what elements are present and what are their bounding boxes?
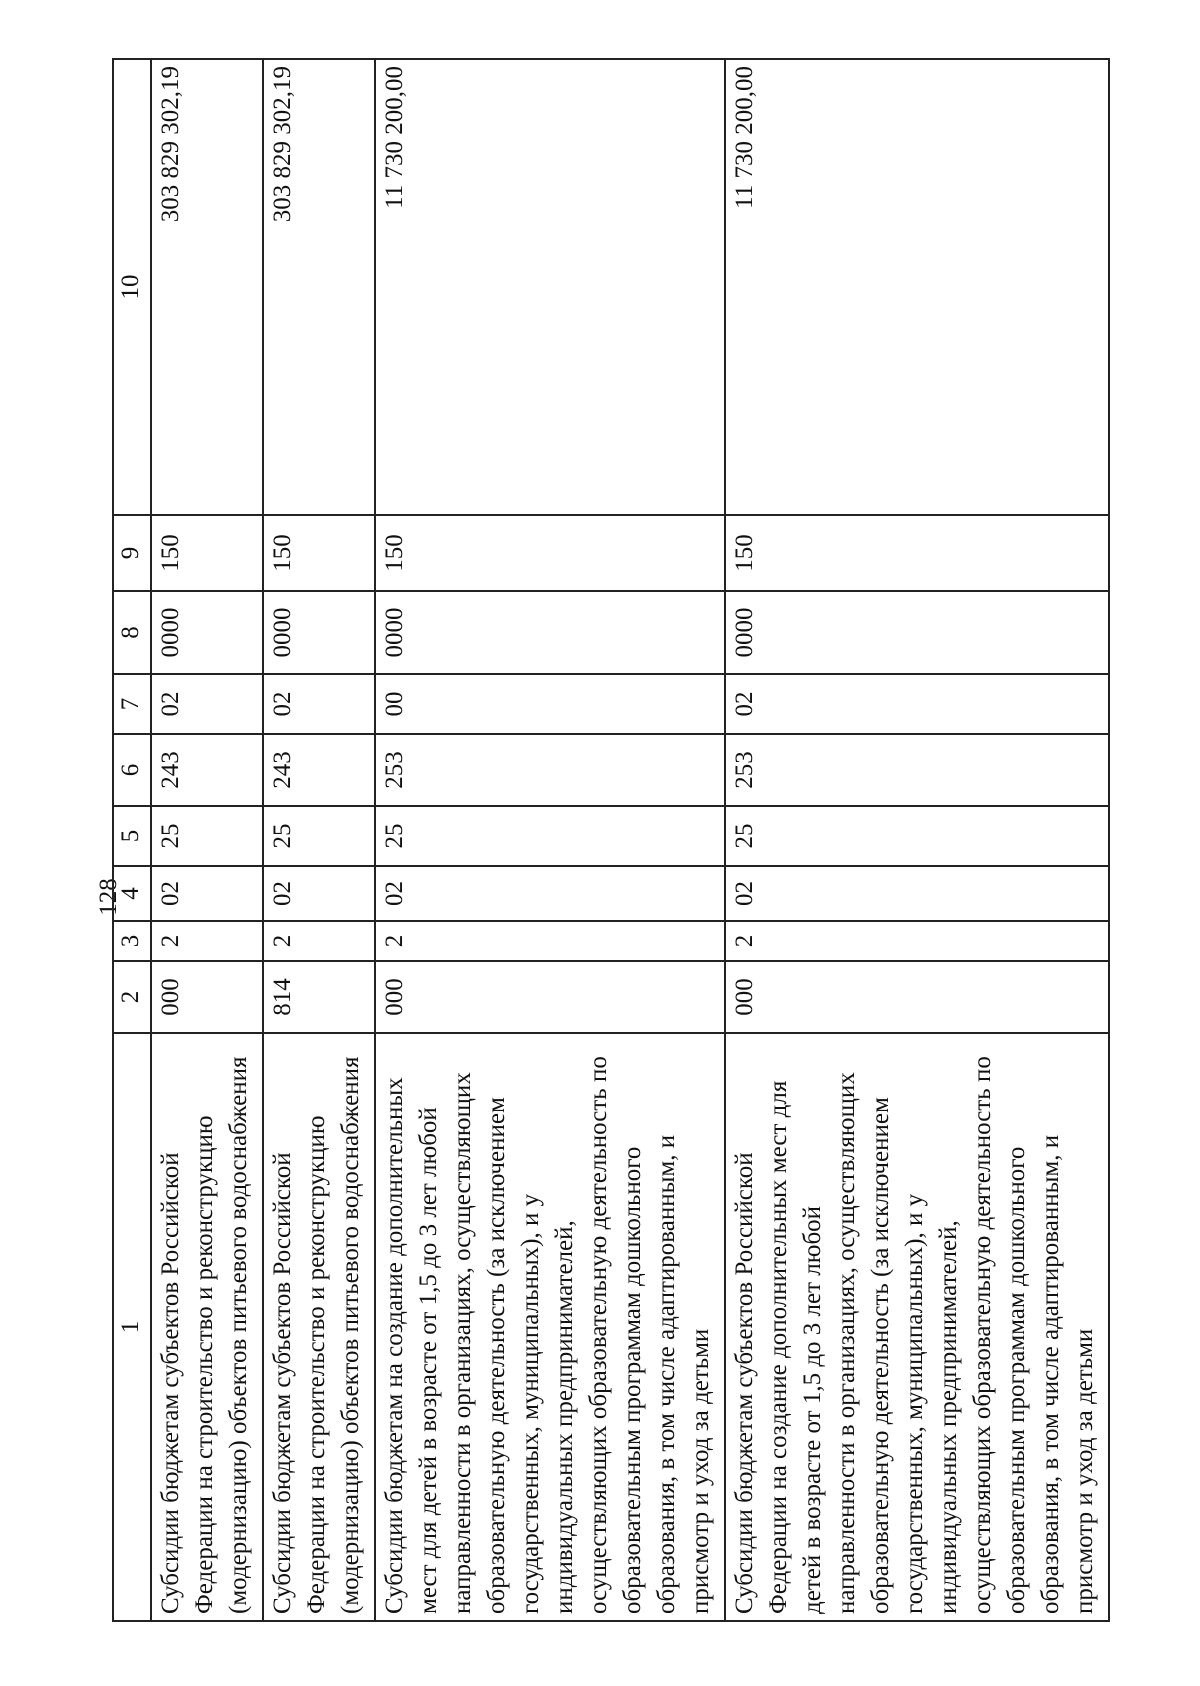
column-header: 7 (113, 674, 151, 734)
cell-group: 2 (725, 921, 1109, 961)
cell-admin-code: 000 (375, 961, 725, 1033)
cell-element: 02 (151, 674, 263, 734)
cell-subarticle: 253 (725, 734, 1109, 806)
cell-subarticle: 253 (375, 734, 725, 806)
cell-subgroup: 02 (375, 866, 725, 921)
table-row (263, 59, 375, 1621)
cell-program: 0000 (725, 591, 1109, 674)
budget-table (112, 58, 1110, 1622)
column-header: 8 (113, 591, 151, 674)
cell-subarticle: 243 (263, 734, 375, 806)
header-row (113, 59, 151, 1621)
column-header: 5 (113, 806, 151, 866)
page-number: 128 (95, 878, 122, 916)
cell-subgroup: 02 (263, 866, 375, 921)
column-header: 1 (113, 1033, 151, 1621)
cell-article: 25 (375, 806, 725, 866)
row-name: Субсидии бюджетам субъектов Российской Федерации на строительство и реконструкцию (модернизацию) объектов питьевого водоснабжения (151, 1033, 263, 1621)
cell-subgroup: 02 (725, 866, 1109, 921)
cell-amount: 11 730 200,00 (375, 59, 725, 515)
cell-element: 02 (725, 674, 1109, 734)
cell-program: 0000 (263, 591, 375, 674)
cell-amount: 11 730 200,00 (725, 59, 1109, 515)
cell-group: 2 (151, 921, 263, 961)
column-header: 4 (113, 866, 151, 921)
cell-element: 00 (375, 674, 725, 734)
column-header: 3 (113, 921, 151, 961)
cell-program: 0000 (151, 591, 263, 674)
table-row (151, 59, 263, 1621)
cell-article: 25 (263, 806, 375, 866)
cell-subgroup: 02 (151, 866, 263, 921)
cell-article: 25 (151, 806, 263, 866)
table-row (725, 59, 1109, 1621)
row-name: Субсидии бюджетам субъектов Российской Федерации на строительство и реконструкцию (модернизацию) объектов питьевого водоснабжения (263, 1033, 375, 1621)
cell-article: 25 (725, 806, 1109, 866)
cell-program: 0000 (375, 591, 725, 674)
cell-classification: 150 (375, 515, 725, 591)
cell-amount: 303 829 302,19 (263, 59, 375, 515)
column-header: 10 (113, 59, 151, 515)
cell-admin-code: 000 (151, 961, 263, 1033)
cell-group: 2 (375, 921, 725, 961)
row-name: Субсидии бюджетам на создание дополнительных мест для детей в возрасте от 1,5 до 3 лет любой направленности в организациях, осуществляющих образовательную деятельность (за исключением государственных, муниципальных), и у индивидуальных предпринимателей, осуществляющих образовательную деятельность по образовательным программам дошкольного образования, в том числе адаптированным, и присмотр и уход за детьми (375, 1033, 725, 1621)
cell-amount: 303 829 302,19 (151, 59, 263, 515)
table-row (375, 59, 725, 1621)
column-header: 6 (113, 734, 151, 806)
column-header: 9 (113, 515, 151, 591)
cell-admin-code: 000 (725, 961, 1109, 1033)
cell-classification: 150 (263, 515, 375, 591)
row-name: Субсидии бюджетам субъектов Российской Федерации на создание дополнительных мест для детей в возрасте от 1,5 до 3 лет любой направленности в организациях, осуществляющих образовательную деятельность (за исключением государственных, муниципальных), и у индивидуальных предпринимателей, осуществляющих образовательную деятельность по образовательным программам дошкольного образования, в том числе адаптированным, и присмотр и уход за детьми (725, 1033, 1109, 1621)
cell-classification: 150 (151, 515, 263, 591)
cell-group: 2 (263, 921, 375, 961)
cell-admin-code: 814 (263, 961, 375, 1033)
cell-element: 02 (263, 674, 375, 734)
rotated-table-container (112, 60, 1098, 1622)
column-header: 2 (113, 961, 151, 1033)
cell-classification: 150 (725, 515, 1109, 591)
cell-subarticle: 243 (151, 734, 263, 806)
